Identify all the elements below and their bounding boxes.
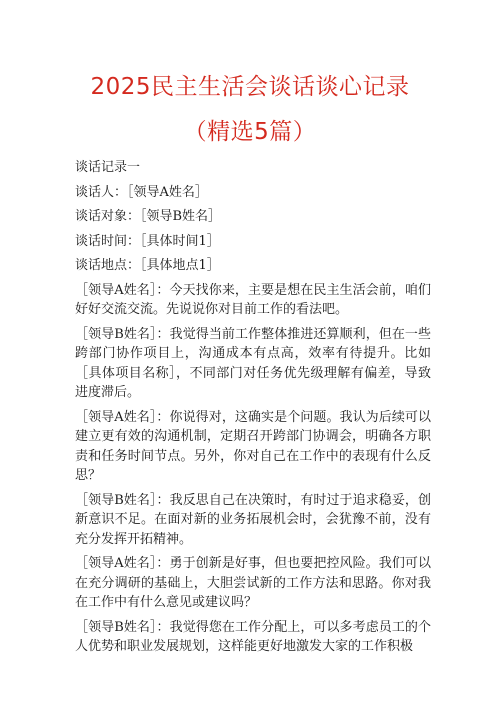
time-line: 谈话时间：［具体时间1］: [75, 233, 220, 249]
dialogue-paragraph: ［领导A姓名］：你说得对，这确实是个问题。我认为后续可以建立更有效的沟通机制，定期召开跨部门协调会，明确各方职责和任务时间节点。另外，你对自己在工作中的表现有什么反思？: [75, 409, 431, 483]
document-title: 2025民主生活会谈话谈心记录: [90, 74, 410, 100]
interviewee-line: 谈话对象：［领导B姓名］: [75, 209, 222, 224]
interviewer-line: 谈话人：［领导A姓名］: [75, 184, 208, 200]
dialogue-paragraph: ［领导B姓名］：我反思自己在决策时，有时过于追求稳妥，创新意识不足。在面对新的业务拓展机会时，会犹豫不前，没有充分发挥开拓精神。: [75, 492, 431, 547]
dialogue-paragraph: ［领导B姓名］：我觉得您在工作分配上，可以多考虑员工的个人优势和职业发展规划，这样能更好地激发大家的工作积极: [75, 619, 431, 654]
document-subtitle: （精选5篇）: [183, 119, 317, 145]
dialogue-paragraph: ［领导A姓名］：今天找你来，主要是想在民主生活会前，咱们好好交流交流。先说说你对目前工作的看法吧。: [75, 282, 431, 317]
record-heading: 谈话记录一: [75, 160, 141, 175]
dialogue-paragraph: ［领导B姓名］：我觉得当前工作整体推进还算顺利，但在一些跨部门协作项目上，沟通成本有点高，效率有待提升。比如［具体项目名称］，不同部门对任务优先级理解有偏差，导致进度滞后。: [75, 326, 431, 400]
location-line: 谈话地点：［具体地点1］: [75, 258, 220, 273]
dialogue-paragraph: ［领导A姓名］：勇于创新是好事，但也要把控风险。我们可以在充分调研的基础上，大胆尝试新的工作方法和思路。你对我在工作中有什么意见或建议吗？: [75, 556, 431, 610]
document-body: [75, 158, 431, 662]
